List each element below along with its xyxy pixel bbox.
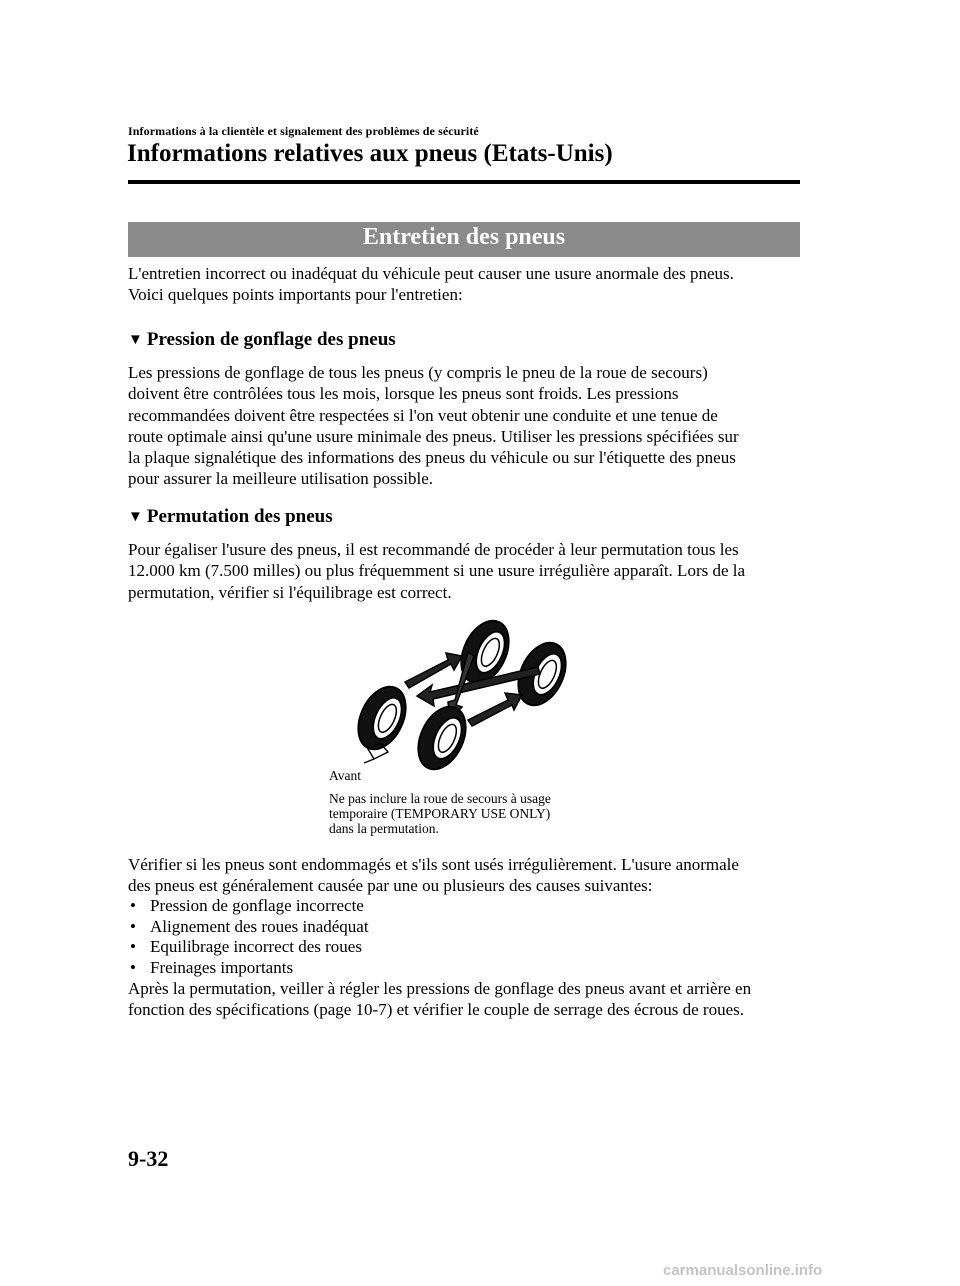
text-line: Les pressions de gonflage de tous les pneus (y compris le pneu de la roue de secours) — [128, 363, 708, 382]
rotation-paragraph — [128, 539, 808, 603]
rotation-heading-text: Permutation des pneus — [146, 506, 333, 527]
cause-list — [130, 896, 369, 978]
pressure-heading — [128, 329, 396, 351]
text-line: Pour égaliser l'usure des pneus, il est recommandé de procéder à leur permutation tous les — [128, 540, 739, 559]
bullet-icon: • — [130, 916, 136, 936]
text-line: pour assurer la meilleure utilisation possible. — [128, 469, 433, 489]
section-banner — [128, 222, 800, 257]
caption-line: dans la permutation. — [329, 821, 439, 836]
list-item-text: Alignement des roues inadéquat — [150, 916, 369, 936]
title-rule — [128, 180, 800, 184]
text-line: des pneus est généralement causée par une ou plusieurs des causes suivantes: — [128, 876, 653, 896]
list-item — [130, 896, 369, 917]
caption-line: Ne pas inclure la roue de secours à usage — [329, 791, 551, 806]
text-line: la plaque signalétique des informations des pneus du véhicule ou sur l'étiquette des pneus — [128, 448, 736, 468]
text-line: route optimale ainsi qu'une usure minimale des pneus. Utiliser les pressions spécifiées sur — [128, 426, 739, 446]
list-item-text: Equilibrage incorrect des roues — [150, 937, 362, 956]
page-number: 9-32 — [128, 1146, 169, 1171]
list-item — [130, 958, 369, 979]
list-item — [130, 937, 369, 958]
front-label: Avant — [329, 768, 361, 783]
text-line: recommandées doivent être respectées si l'on veut obtenir une conduite et une tenue de — [128, 405, 718, 425]
text-line: doivent être contrôlées tous les mois, lorsque les pneus sont froids. Les pressions — [128, 384, 679, 404]
list-item-text: Pression de gonflage incorrecte — [150, 896, 364, 915]
bullet-icon: • — [130, 896, 136, 915]
pressure-heading-text: Pression de gonflage des pneus — [146, 329, 396, 350]
triangle-down-icon: ▼ — [128, 509, 143, 525]
triangle-down-icon: ▼ — [128, 332, 143, 348]
tire-rotation-diagram — [350, 612, 590, 787]
tire-icon — [409, 699, 475, 777]
bullet-icon: • — [130, 957, 136, 977]
bullet-icon: • — [130, 937, 136, 956]
figure-caption — [329, 791, 551, 836]
pressure-paragraph — [128, 362, 808, 490]
text-line: 12.000 km (7.500 milles) ou plus fréquemment si une usure irrégulière apparaît. Lors de la — [128, 561, 746, 581]
text-line: Après la permutation, veiller à régler les pressions de gonflage des pneus avant et arrière en — [128, 979, 752, 998]
text-line: permutation, vérifier si l'équilibrage est correct. — [128, 582, 452, 602]
caption-line: temporaire (TEMPORARY USE ONLY) — [329, 806, 551, 821]
text-line: fonction des spécifications (page 10-7) et vérifier le couple de serrage des écrous de roues. — [128, 1000, 744, 1020]
text-line: Vérifier si les pneus sont endommagés et s'ils sont usés irrégulièrement. L'usure anormale — [128, 855, 739, 874]
text-line: Voici quelques points importants pour l'entretien: — [128, 285, 463, 305]
section-title: Entretien des pneus — [362, 224, 566, 250]
inspection-paragraph — [128, 854, 808, 897]
rotation-heading — [128, 506, 333, 528]
list-item-text: Freinages importants — [150, 957, 294, 977]
intro-paragraph — [128, 263, 808, 306]
after-rotation-paragraph — [128, 978, 808, 1021]
text-line: L'entretien incorrect ou inadéquat du véhicule peut causer une usure anormale des pneus. — [128, 264, 734, 283]
watermark: carmanualsonline.info — [663, 1262, 823, 1279]
section-subtitle: Informations à la clientèle et signalement des problèmes de sécurité — [128, 124, 479, 138]
page-title: Informations relatives aux pneus (Etats-Unis) — [127, 140, 613, 167]
list-item — [130, 917, 369, 938]
